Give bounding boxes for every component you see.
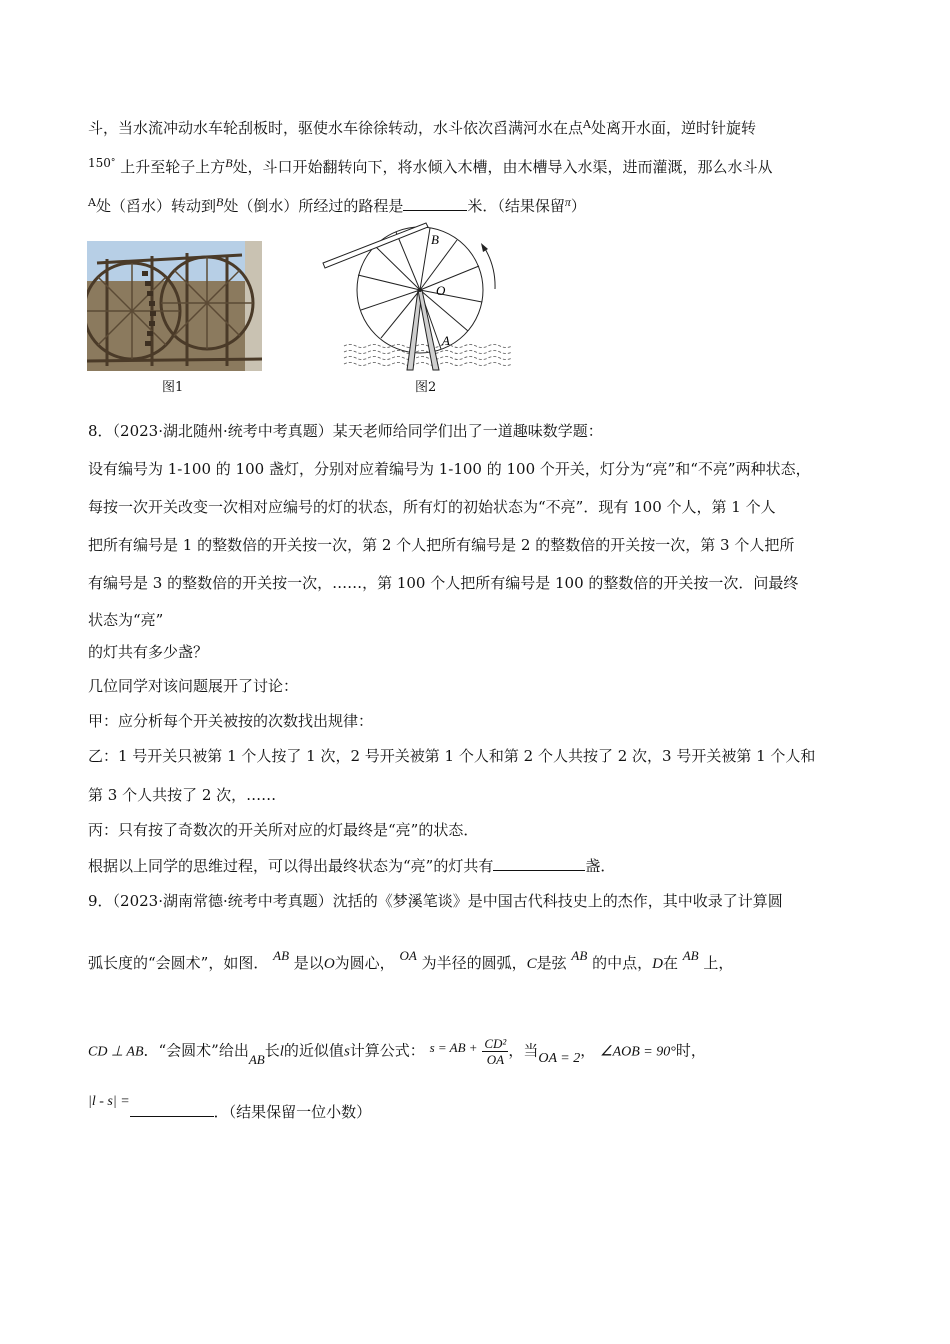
q9-text: 计算公式： — [349, 1041, 425, 1060]
cd-perp-ab: CD ⊥ AB — [88, 1044, 144, 1060]
q9-text: 是以 — [293, 954, 324, 972]
q7-text: 处（舀水）转动到 — [95, 197, 216, 215]
angle-value: 150 — [88, 156, 111, 170]
segment-oa: OA — [399, 948, 417, 963]
q7-text: 斗，当水流冲动水车轮刮板时，驱使水车徐徐转动，水斗依次舀满河水在点 — [88, 119, 584, 137]
arc-ab: AB — [273, 948, 290, 963]
q7-text: 米．（结果保留 — [467, 197, 565, 215]
q8-text: 根据以上同学的思维过程，可以得出最终状态为“亮”的灯共有 — [88, 857, 494, 875]
q8-line: 甲：应分析每个开关被按的次数找出规律： — [88, 712, 374, 730]
q9-line-2 — [88, 948, 734, 974]
q7-line-2 — [88, 157, 773, 178]
water-wheel-photo-art — [87, 241, 262, 371]
q7-text: 处，斗口开始翻转向下，将水倾入木槽，由木槽导入水渠，进而灌溉，那么水斗从 — [232, 158, 773, 176]
figure-2-caption: 图2 — [415, 380, 437, 395]
var-s: s — [343, 1043, 350, 1060]
q9-text: ，当 — [508, 1041, 539, 1060]
fraction-denominator: OA — [486, 1052, 505, 1067]
arc-ab: AB — [248, 1051, 265, 1067]
chord-ab: AB — [571, 948, 588, 963]
q8-line: 把所有编号是 1 的整数倍的开关按一次，第 2 个人把所有编号是 2 的整数倍的开关按一次，第 3 个人把所 — [88, 536, 795, 554]
water-wheel-photo — [87, 241, 262, 371]
q9-text: 上， — [703, 954, 734, 972]
label-a: A — [442, 333, 450, 348]
q9-text: 的中点， — [592, 954, 653, 972]
q7-text: 处离开水面，逆时针旋转 — [590, 119, 756, 137]
formula-left: s = AB + — [429, 1039, 478, 1055]
degree-symbol: ° — [110, 158, 116, 168]
q8-line: 第 3 个人共按了 2 次，…… — [88, 786, 277, 804]
q9-text: 为半径的圆弧， — [421, 954, 527, 972]
arc-ab: AB — [682, 948, 699, 963]
q9-text: 长 — [264, 1041, 280, 1060]
q8-text: 盏． — [585, 857, 616, 875]
fraction-numerator: CD² — [484, 1036, 507, 1051]
point-b-label: B — [225, 156, 233, 170]
q9-line-4 — [88, 1094, 372, 1121]
q7-text: ） — [570, 197, 586, 215]
q7-line-1 — [88, 118, 756, 138]
answer-blank[interactable] — [130, 1102, 214, 1117]
q9-text: ．（结果保留一位小数） — [213, 1103, 372, 1121]
q8-line: 每按一次开关改变一次相对应编号的灯的状态，所有灯的初始状态为“不亮”．现有 100 个人，第 1 个人 — [88, 498, 776, 516]
q7-line-3 — [88, 196, 586, 218]
point-o: O — [323, 956, 335, 972]
answer-blank[interactable] — [493, 856, 585, 871]
q9-text: 是弦 — [536, 954, 567, 972]
q8-line: 设有编号为 1-100 的 100 盏灯，分别对应着编号为 1-100 的 100 个开关，灯分为“亮”和“不亮”两种状态， — [88, 460, 811, 478]
water-wheel-diagram — [318, 222, 518, 377]
formula-fraction — [482, 1036, 508, 1067]
q9-text: 为圆心， — [334, 954, 395, 972]
q8-line: 的灯共有多少盏？ — [88, 643, 209, 661]
q7-text: 上升至轮子上方 — [120, 158, 226, 176]
q9-line-3 — [88, 1036, 706, 1067]
label-b: B — [431, 232, 439, 247]
label-o: O — [436, 283, 446, 298]
q8-header: 8．（2023·湖北随州·统考中考真题）某天老师给同学们出了一道趣味数学题： — [88, 422, 603, 440]
point-c: C — [526, 956, 537, 972]
q9-header: 9．（2023·湖南常德·统考中考真题）沈括的《梦溪笔谈》是中国古代科技史上的杰作，其中收录了计算圆 — [88, 892, 783, 910]
point-a-label: A — [88, 196, 96, 209]
q9-text: 弧长度的“会圆术”，如图． — [88, 954, 269, 972]
q9-text: 在 — [662, 954, 678, 972]
point-a-label: A — [583, 118, 591, 131]
q9-text: ．“会圆术”给出 — [143, 1041, 249, 1060]
answer-blank[interactable] — [403, 196, 467, 211]
q7-text: 处（倒水）所经过的路程是 — [223, 197, 404, 215]
q8-final — [88, 856, 615, 876]
q8-line: 几位同学对该问题展开了讨论： — [88, 677, 299, 695]
oa-value: OA = 2 — [538, 1050, 581, 1066]
q8-line: 丙：只有按了奇数次的开关所对应的灯最终是“亮”的状态． — [88, 821, 479, 839]
point-b-label: B — [215, 195, 224, 209]
figure-1-caption: 图1 — [162, 380, 184, 395]
q9-text: 时， — [675, 1041, 706, 1060]
q8-line: 有编号是 3 的整数倍的开关按一次，……，第 100 个人把所有编号是 100 的整数倍的开关按一次．问最终 — [88, 574, 799, 592]
q9-text: ， — [580, 1041, 596, 1060]
angle-aob: ∠AOB = 90° — [600, 1044, 676, 1060]
point-d: D — [652, 956, 663, 972]
q8-line: 状态为“亮” — [88, 611, 164, 629]
abs-l-minus-s: |l - s| = — [88, 1094, 130, 1109]
pi-symbol: π — [564, 195, 571, 209]
var-l: l — [279, 1043, 284, 1060]
q9-text: 的近似值 — [283, 1041, 344, 1060]
q8-line: 乙：1 号开关只被第 1 个人按了 1 次，2 号开关被第 1 个人和第 2 个人共按了 2 次，3 号开关被第 1 个人和 — [88, 747, 816, 765]
